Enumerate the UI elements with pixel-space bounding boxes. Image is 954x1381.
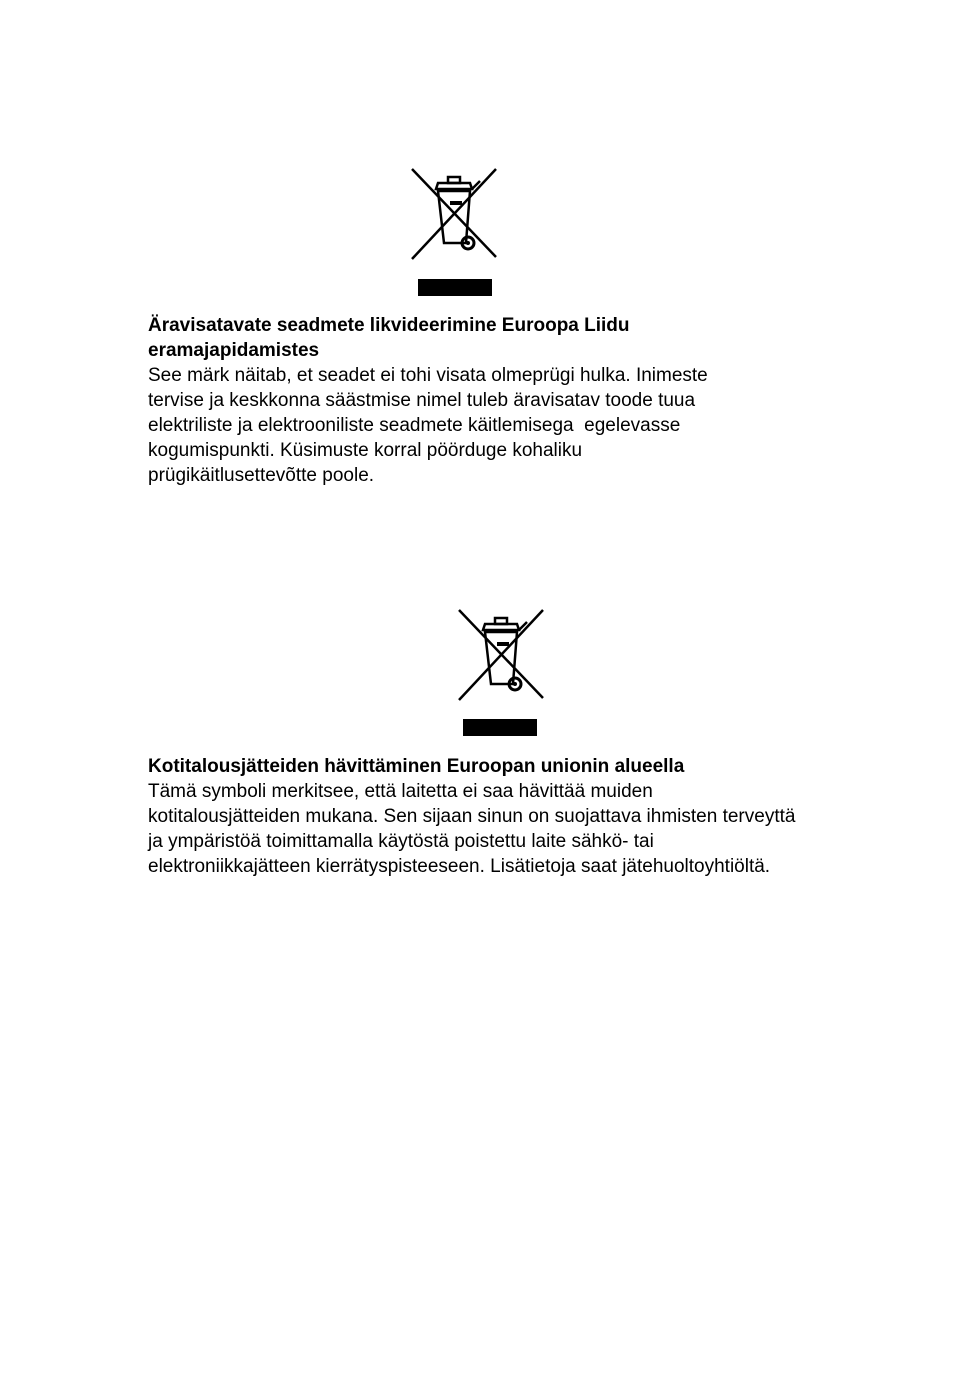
body-line: tervise ja keskkonna säästmise nimel tuleb äravisatav toode tuua: [148, 390, 696, 411]
title-line: Kotitalousjätteiden hävittäminen Euroopan unionin alueella: [148, 756, 685, 777]
section-estonian: [148, 313, 708, 488]
section-body: [148, 779, 795, 879]
title-line: Äravisatavate seadmete likvideerimine Euroopa Liidu: [148, 315, 630, 336]
body-line: Tämä symboli merkitsee, että laitetta ei saa hävittää muiden: [148, 781, 653, 802]
body-line: See märk näitab, et seadet ei tohi visata olmeprügi hulka. Inimeste: [148, 365, 708, 386]
section-body: [148, 363, 708, 488]
title-line: eramajapidamistes: [148, 340, 320, 361]
weee-bin-icon: [455, 608, 547, 738]
body-line: prügikäitlusettevõtte poole.: [148, 465, 375, 486]
section-title: [148, 313, 708, 363]
body-line: ja ympäristöä toimittamalla käytöstä poistettu laite sähkö- tai: [148, 831, 654, 852]
body-line: elektroniikkajätteen kierrätyspisteeseen. Lisätietoja saat jätehuoltoyhtiöltä.: [148, 856, 771, 877]
body-line: elektriliste ja elektrooniliste seadmete käitlemisega egelevasse: [148, 415, 681, 436]
section-finnish: [148, 754, 795, 879]
body-line: kogumispunkti. Küsimuste korral pöörduge kohaliku: [148, 440, 583, 461]
body-line: kotitalousjätteiden mukana. Sen sijaan sinun on suojattava ihmisten terveyttä: [148, 806, 796, 827]
section-title: [148, 754, 795, 779]
weee-bin-icon: [408, 167, 500, 297]
